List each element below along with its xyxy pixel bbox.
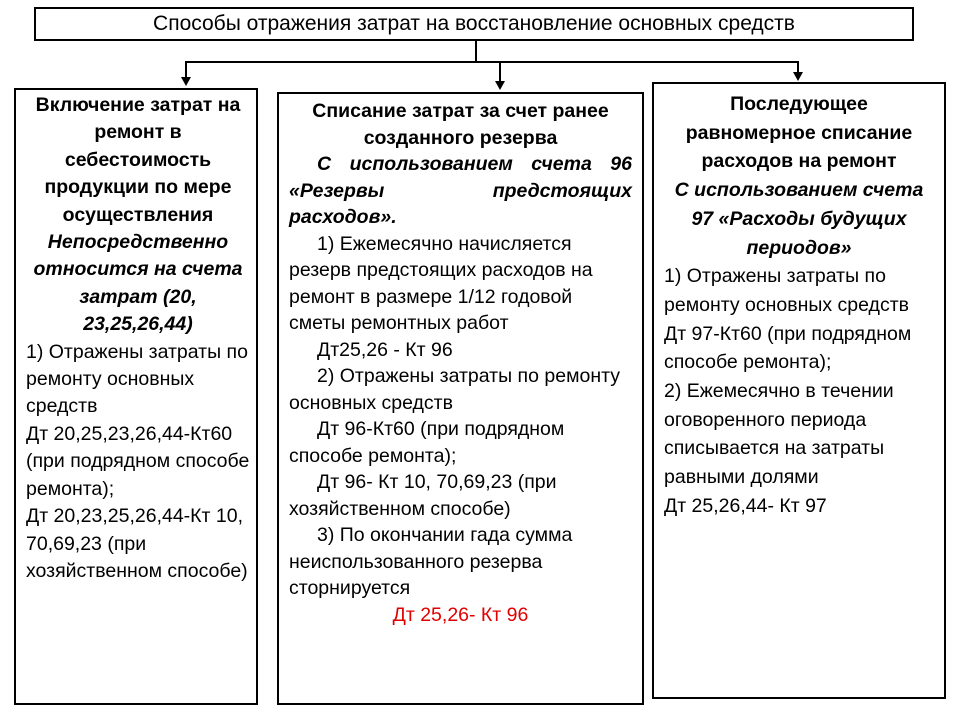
col3-entry1: Дт 97-Кт60 (при подрядном способе ремонта); <box>664 322 912 374</box>
col2-item1: 1) Ежемесячно начисляется резерв предстоящих расходов на ремонт в размере 1/12 годовой сметы ремонтных работ <box>289 232 593 334</box>
col1-subheading: Непосредственно относится на счета затрат (20, 23,25,26,44) <box>33 231 243 336</box>
col2-entry4: Дт 25,26- Кт 96 <box>392 603 529 626</box>
connector-left-drop <box>185 61 187 78</box>
connector-horizontal <box>185 61 799 63</box>
col3-entry2: Дт 25,26,44- Кт 97 <box>664 494 827 517</box>
col1-heading: Включение затрат на ремонт в себестоимость продукции по мере осуществления <box>35 94 241 226</box>
col2-subheading: С использованием счета 96 «Резервы предстоящих расходов». <box>289 153 632 228</box>
col2-heading: Списание затрат за счет ранее созданного резерва <box>312 100 609 149</box>
col3-subheading: С использованием счета 97 «Расходы будущих периодов» <box>674 179 924 259</box>
diagram-title: Способы отражения затрат на восстановление основных средств <box>153 12 795 35</box>
col1-entry1: Дт 20,25,23,26,44-Кт60 (при подрядном способе ремонта); <box>26 422 250 500</box>
method-box-cost-inclusion <box>14 88 258 705</box>
arrow-left-icon <box>181 77 191 86</box>
col2-item2: 2) Отражены затраты по ремонту основных средств <box>289 365 620 414</box>
col2-entry3: Дт 96- Кт 10, 70,69,23 (при хозяйственном способе) <box>289 471 557 520</box>
col1-entry2: Дт 20,23,25,26,44-Кт 10, 70,69,23 (при хозяйственном способе) <box>26 505 248 582</box>
col3-item2: 2) Ежемесячно в течении оговоренного периода списывается на затраты равными долями <box>664 380 894 489</box>
col3-heading: Последующее равномерное списание расходов на ремонт <box>685 93 913 173</box>
method-box-reserve <box>277 92 644 705</box>
arrow-middle-icon <box>495 81 505 90</box>
arrow-right-icon <box>793 72 803 81</box>
connector-stem <box>475 41 477 62</box>
connector-middle-drop <box>499 61 501 82</box>
col2-entry1: Дт25,26 - Кт 96 <box>317 338 453 361</box>
diagram-title-box <box>34 7 914 41</box>
col2-item3: 3) По окончании гада сумма неиспользованного резерва сторнируется <box>289 524 573 599</box>
col3-item1: 1) Отражены затраты по ремонту основных средств <box>664 265 909 316</box>
col1-item1: 1) Отражены затраты по ремонту основных средств <box>26 340 248 418</box>
method-box-deferred-expenses <box>652 82 946 699</box>
col2-entry2: Дт 96-Кт60 (при подрядном способе ремонта); <box>289 418 565 467</box>
